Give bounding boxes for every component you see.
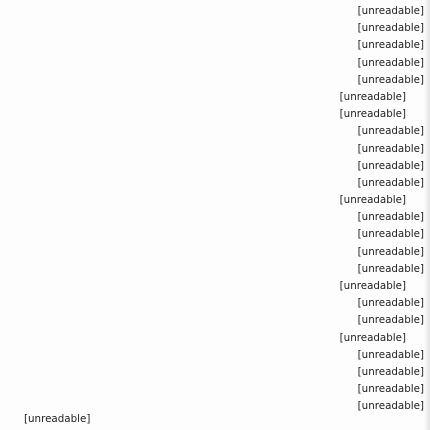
text-line-12: [unreadable] [339,194,406,207]
text-line-20: [unreadable] [339,331,406,344]
text-line-9: [unreadable] [357,142,424,155]
text-line-14: [unreadable] [357,228,424,241]
text-line-17: [unreadable] [339,280,406,292]
text-line-23: [unreadable] [357,383,424,396]
text-line-19: [unreadable] [357,314,424,327]
text-line-16: [unreadable] [357,262,424,275]
page-footer-note: [unreadable] [24,413,91,425]
text-line-21: [unreadable] [357,348,424,361]
text-line-3: [unreadable] [357,39,424,52]
text-line-7: [unreadable] [339,108,406,121]
text-line-5: [unreadable] [357,73,424,86]
text-line-10: [unreadable] [357,159,424,172]
text-line-22: [unreadable] [357,365,424,378]
text-line-24: [unreadable] [357,400,424,413]
page-edge-shadow [424,0,430,430]
text-line-18: [unreadable] [357,297,424,310]
text-line-1: [unreadable] [357,5,424,17]
text-line-4: [unreadable] [357,56,424,69]
text-line-13: [unreadable] [357,211,424,224]
text-line-8: [unreadable] [357,125,424,138]
text-line-2: [unreadable] [357,22,424,35]
text-line-11: [unreadable] [357,176,424,189]
text-line-6: [unreadable] [339,90,406,103]
text-line-15: [unreadable] [357,245,424,258]
